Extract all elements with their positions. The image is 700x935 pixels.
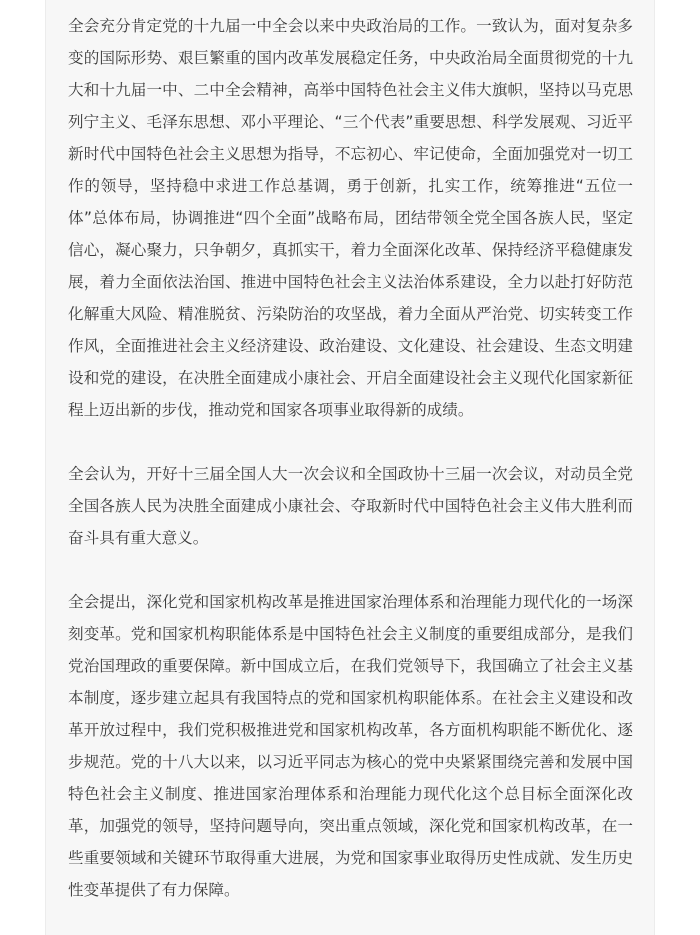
article-paragraph: 全会提出，深化党和国家机构改革是推进国家治理体系和治理能力现代化的一场深刻变革。党和国家机构职能体系是中国特色社会主义制度的重要组成部分，是我们党治国理政的重要保障。新中国成立后，在我们党领导下，我国确立了社会主义基本制度，逐步建立起具有我国特点的党和国家机构职能体系。在社会主义建设和改革开放过程中，我们党积极推进党和国家机构改革，各方面机构职能不断优化、逐步规范。党的十八大以来，以习近平同志为核心的党中央紧紧围绕完善和发展中国特色社会主义制度、推进国家治理体系和治理能力现代化这个总目标全面深化改革，加强党的领导，坚持问题导向，突出重点领域，深化党和国家机构改革，在一些重要领域和关键环节取得重大进展，为党和国家事业取得历史性成就、发生历史性变革提供了有力保障。 [68, 593, 633, 899]
article-paragraph: 全会认为，开好十三届全国人大一次会议和全国政协十三届一次会议，对动员全党全国各族人民为决胜全面建成小康社会、夺取新时代中国特色社会主义伟大胜利而奋斗具有重大意义。 [68, 465, 633, 547]
article-paragraph: 全会充分肯定党的十九届一中全会以来中央政治局的工作。一致认为，面对复杂多变的国际形势、艰巨繁重的国内改革发展稳定任务，中央政治局全面贯彻党的十九大和十九届一中、二中全会精神，高举中国特色社会主义伟大旗帜，坚持以马克思列宁主义、毛泽东思想、邓小平理论、“三个代表”重要思想、科学发展观、习近平新时代中国特色社会主义思想为指导，不忘初心、牢记使命，全面加强党对一切工作的领导，坚持稳中求进工作总基调，勇于创新，扎实工作，统筹推进“五位一体”总体布局，协调推进“四个全面”战略布局，团结带领全党全国各族人民，坚定信心，凝心聚力，只争朝夕，真抓实干，着力全面深化改革、保持经济平稳健康发展，着力全面依法治国、推进中国特色社会主义法治体系建设，全力以赴打好防范化解重大风险、精准脱贫、污染防治的攻坚战，着力全面从严治党、切实转变工作作风，全面推进社会主义经济建设、政治建设、文化建设、社会建设、生态文明建设和党的建设，在决胜全面建成小康社会、开启全面建设社会主义现代化国家新征程上迈出新的步伐，推动党和国家各项事业取得新的成绩。 [68, 17, 633, 419]
article-body [45, 0, 655, 935]
